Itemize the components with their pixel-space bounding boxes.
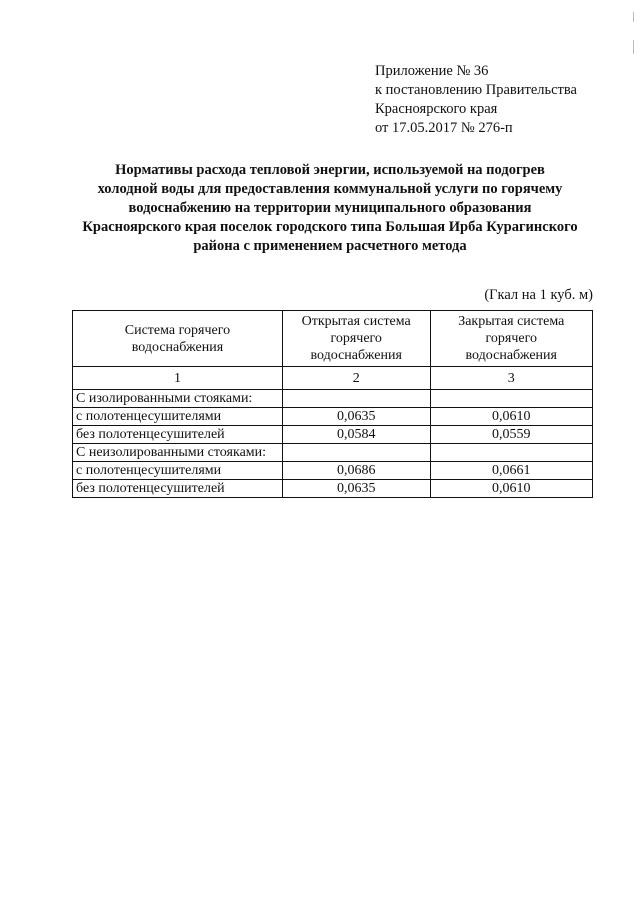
header-open-line-1: Открытая система — [301, 314, 411, 329]
header-row — [73, 311, 593, 367]
row-closed-value: 0,0661 — [430, 462, 593, 480]
header-open-line-2: горячего — [330, 331, 382, 346]
table-row — [73, 462, 593, 480]
unit-label: (Гкал на 1 куб. м) — [484, 287, 593, 303]
header-closed-line-3: водоснабжения — [465, 348, 557, 363]
row-closed-value — [430, 444, 593, 462]
scan-edge-mark — [633, 40, 634, 54]
norms-table — [72, 310, 593, 498]
title-line-2: холодной воды для предоставления коммунальной услуги по горячему — [97, 181, 563, 197]
title-line-3: водоснабжению на территории муниципального образования — [128, 200, 532, 216]
scan-edge-mark — [633, 12, 634, 22]
table-row — [73, 426, 593, 444]
row-label: без полотенцесушителей — [73, 426, 283, 444]
header-closed-line-1: Закрытая система — [458, 314, 565, 329]
title-line-1: Нормативы расхода тепловой энергии, используемой на подогрев — [115, 162, 545, 178]
row-open-value: 0,0686 — [282, 462, 430, 480]
header-closed-line-2: горячего — [485, 331, 537, 346]
document-title — [60, 161, 600, 256]
attachment-line-1: Приложение № 36 — [375, 63, 489, 79]
row-open-value — [282, 390, 430, 408]
row-closed-value — [430, 390, 593, 408]
attachment-line-2: к постановлению Правительства — [375, 82, 577, 98]
header-system — [73, 311, 283, 367]
row-closed-value: 0,0559 — [430, 426, 593, 444]
row-label: с полотенцесушителями — [73, 408, 283, 426]
row-closed-value: 0,0610 — [430, 480, 593, 498]
row-open-value: 0,0584 — [282, 426, 430, 444]
row-label: С неизолированными стояками: — [73, 444, 283, 462]
row-label: с полотенцесушителями — [73, 462, 283, 480]
row-label: без полотенцесушителей — [73, 480, 283, 498]
header-system-line-1: Система горячего — [124, 322, 231, 338]
attachment-block — [375, 62, 577, 138]
title-line-4: Красноярского края поселок городского типа Большая Ирба Курагинского — [82, 219, 578, 235]
table-row — [73, 444, 593, 462]
title-line-5: района с применением расчетного метода — [193, 238, 467, 254]
column-number-row — [73, 367, 593, 390]
row-open-value — [282, 444, 430, 462]
row-closed-value: 0,0610 — [430, 408, 593, 426]
row-label: С изолированными стояками: — [73, 390, 283, 408]
header-open-line-3: водоснабжения — [310, 348, 402, 363]
column-number-1: 1 — [73, 367, 283, 390]
row-open-value: 0,0635 — [282, 480, 430, 498]
header-open — [282, 311, 430, 367]
table-row — [73, 408, 593, 426]
column-number-2: 2 — [282, 367, 430, 390]
attachment-line-4: от 17.05.2017 № 276-п — [375, 120, 513, 136]
table-row — [73, 390, 593, 408]
attachment-line-3: Красноярского края — [375, 101, 498, 117]
row-open-value: 0,0635 — [282, 408, 430, 426]
header-system-line-2: водоснабжения — [131, 339, 224, 355]
column-number-3: 3 — [430, 367, 593, 390]
header-closed — [430, 311, 593, 367]
table-row — [73, 480, 593, 498]
